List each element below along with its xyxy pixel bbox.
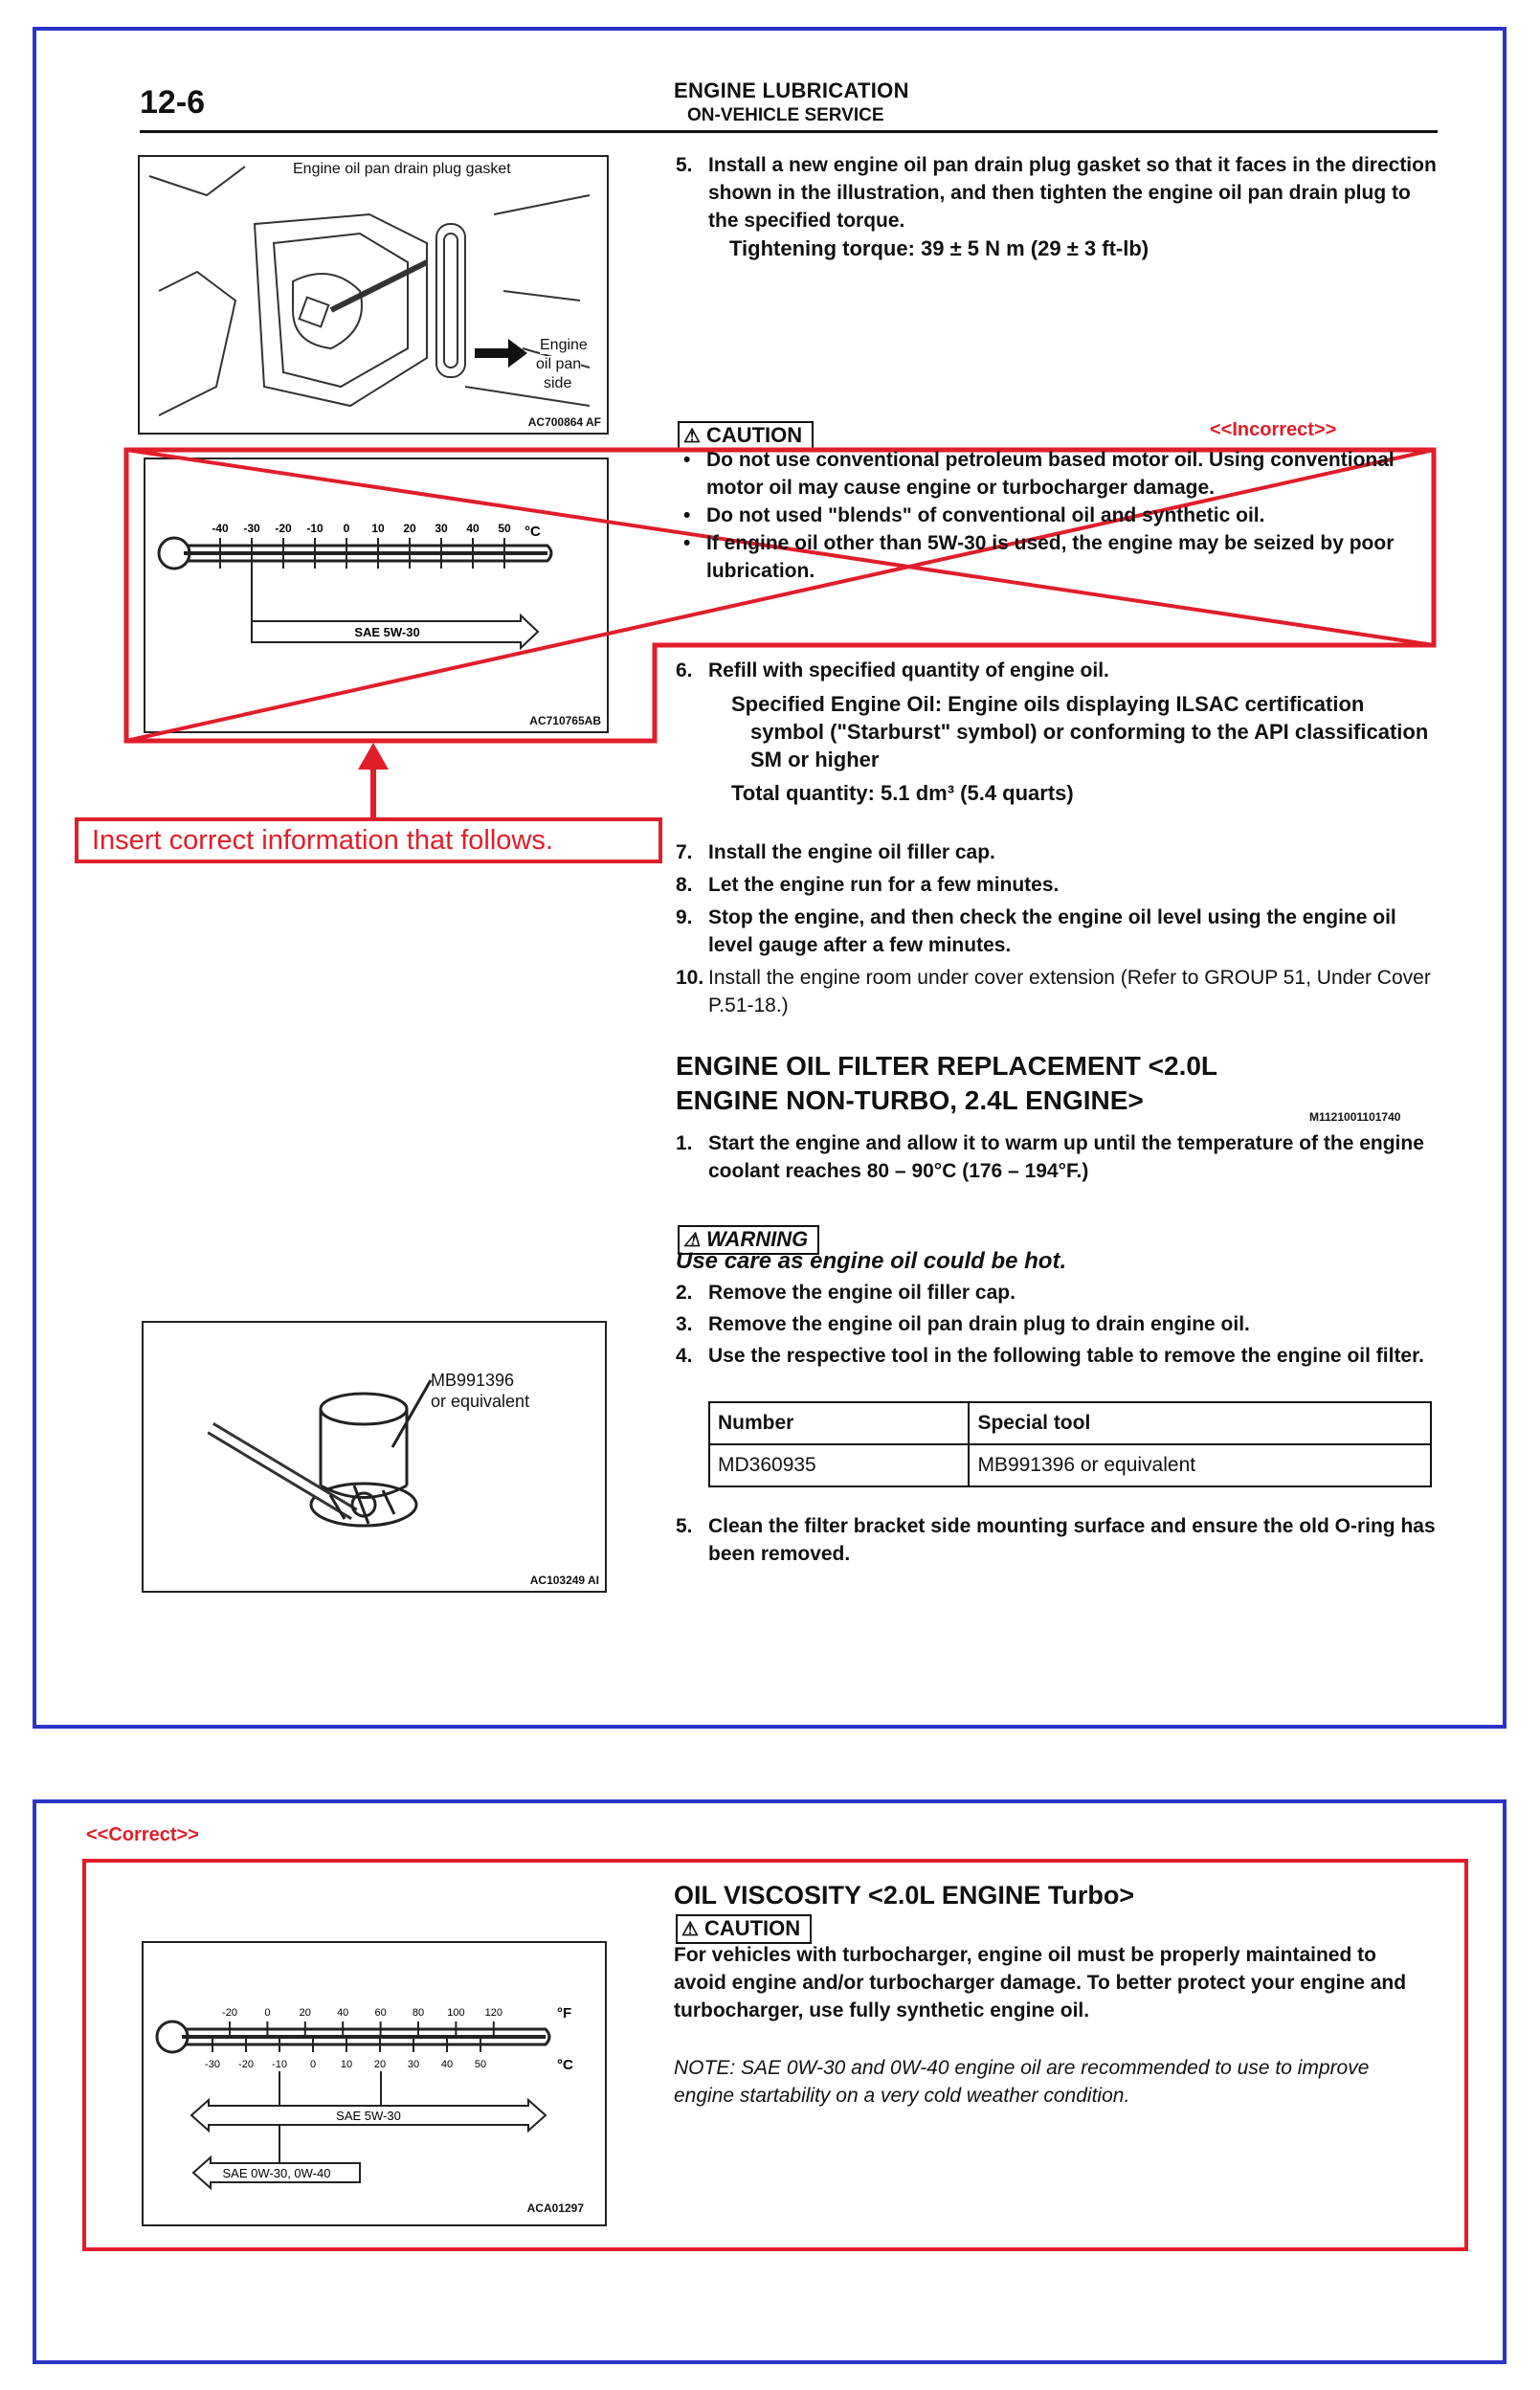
caution-text-label-bottom: CAUTION bbox=[703, 1916, 801, 1940]
step-7: 7. Install the engine oil filler cap. bbox=[676, 841, 995, 863]
warning-triangle-icon-2: ⚠ bbox=[683, 1230, 701, 1251]
table-cell: MD360935 bbox=[709, 1444, 969, 1486]
filter-section-title-2: ENGINE NON-TURBO, 2.4L ENGINE> bbox=[676, 1085, 1144, 1115]
c-tick-label: 50 bbox=[474, 2059, 487, 2070]
f-tick-label: 40 bbox=[337, 2007, 349, 2019]
fig1-gasket-label: Engine oil pan drain plug gasket bbox=[293, 161, 511, 177]
tick-label: -20 bbox=[275, 522, 292, 535]
step-6-total: Total quantity: 5.1 dm³ (5.4 quarts) bbox=[731, 781, 1074, 805]
incorrect-label: <<Incorrect>> bbox=[1210, 419, 1337, 440]
caution-text-bottom: For vehicles with turbocharger, engine oil must be properly maintained to avoid engine and/or turbocharger damage. To better protect your engine and turbocharger, use fully synthetic engine oil. bbox=[674, 1944, 1407, 2021]
c-tick-label: -10 bbox=[272, 2059, 287, 2070]
fig1-side-label-1: Engine bbox=[540, 337, 588, 353]
filter-step-4: 4. Use the respective tool in the following table to remove the engine oil filter. bbox=[676, 1345, 1424, 1367]
fig3-label-2: or equivalent bbox=[431, 1392, 530, 1411]
table-cell: MB991396 or equivalent bbox=[969, 1444, 1431, 1486]
c-tick-label: 20 bbox=[373, 2059, 387, 2070]
f-tick-label: 100 bbox=[447, 2007, 465, 2019]
filter-steps-2-4 bbox=[676, 1279, 1441, 1370]
tick-label: 40 bbox=[466, 522, 480, 535]
tick-label: 10 bbox=[371, 522, 385, 535]
figure-filter-wrench bbox=[142, 1321, 607, 1593]
figure-thermometer-correct bbox=[142, 1941, 607, 2226]
tick-label: 30 bbox=[435, 522, 448, 535]
warning-triangle-icon-3: ⚠ bbox=[681, 1919, 699, 1940]
oil-viscosity-title: OIL VISCOSITY <2.0L ENGINE Turbo> bbox=[674, 1881, 1135, 1910]
fig4-code: ACA01297 bbox=[526, 2201, 584, 2215]
fig3-code: AC103249 AI bbox=[529, 1574, 599, 1587]
caution-bullet-2: • Do not used "blends" of conventional oil and synthetic oil. bbox=[683, 504, 1265, 526]
note-text-bottom: NOTE: SAE 0W-30 and 0W-40 engine oil are recommended to use to improve engine startability on a very cold weather condition. bbox=[674, 2057, 1370, 2107]
warning-text: Use care as engine oil could be hot. bbox=[676, 1248, 1067, 1274]
fig3-label-1: MB991396 bbox=[431, 1371, 515, 1390]
filter-section-code: M1121001101740 bbox=[1309, 1110, 1401, 1124]
filter-step-2: 2. Remove the engine oil filler cap. bbox=[676, 1282, 1016, 1304]
filter-step-1: 1. Start the engine and allow it to warm up until the temperature of the engine coolant reaches 80 – 90°C (176 – 194°F.) bbox=[676, 1132, 1424, 1182]
c-unit-label: °C bbox=[557, 2057, 573, 2073]
f-tick-label: -20 bbox=[222, 2007, 237, 2019]
header-title: ENGINE LUBRICATION bbox=[674, 78, 909, 102]
c-tick-label: 30 bbox=[407, 2059, 420, 2070]
f-unit-label: °F bbox=[557, 2005, 572, 2021]
fig1-side-label-2: oil pan bbox=[536, 356, 582, 372]
tick-label: 50 bbox=[498, 522, 511, 535]
tick-label: -30 bbox=[243, 522, 260, 535]
c-tick-label: -30 bbox=[205, 2059, 220, 2070]
step-5-text: Install a new engine oil pan drain plug gasket so that it faces in the direction shown in the illustration, and then tighten the engine oil pan drain plug to the specified torque. bbox=[708, 154, 1437, 232]
caution-bullet-1: • Do not use conventional petroleum based motor oil. Using conventional motor oil may cause engine or turbocharger damage. bbox=[683, 449, 1395, 499]
sae-5w30-arrow-label: SAE 5W-30 bbox=[354, 625, 420, 639]
tick-label: -40 bbox=[212, 522, 229, 535]
warning-triangle-icon: ⚠ bbox=[683, 426, 701, 447]
thermometer-correct-chart bbox=[144, 1943, 605, 2224]
fig1-side-label-3: side bbox=[544, 375, 572, 391]
table-header-row bbox=[709, 1402, 1431, 1444]
caution-text-label: CAUTION bbox=[705, 423, 803, 447]
bottom-page-frame bbox=[33, 1799, 1507, 2364]
correct-label: <<Correct>> bbox=[86, 1824, 199, 1845]
warning-text-label: WARNING bbox=[705, 1227, 809, 1251]
special-tool-table bbox=[708, 1401, 1432, 1487]
step-6-text: Refill with specified quantity of engine oil. bbox=[708, 659, 1109, 681]
step-8: 8. Let the engine run for a few minutes. bbox=[676, 874, 1060, 896]
sae-0w30-arrow-label: SAE 0W-30, 0W-40 bbox=[222, 2166, 331, 2180]
f-tick-label: 0 bbox=[264, 2007, 271, 2019]
caution-bullet-3: • If engine oil other than 5W-30 is used, the engine may be seized by poor lubrication. bbox=[683, 532, 1395, 582]
caution-label-bottom bbox=[676, 1914, 812, 1944]
c-tick-label: 10 bbox=[340, 2059, 353, 2070]
filter-step-3: 3. Remove the engine oil pan drain plug to drain engine oil. bbox=[676, 1313, 1250, 1335]
filter-step-5: 5. Clean the filter bracket side mounting surface and ensure the old O-ring has been removed. bbox=[676, 1515, 1436, 1565]
header-subtitle: ON-VEHICLE SERVICE bbox=[687, 105, 884, 125]
tick-label: -10 bbox=[306, 522, 324, 535]
f-tick-label: 120 bbox=[484, 2007, 502, 2019]
c-tick-label: 0 bbox=[309, 2059, 317, 2070]
insert-note-box bbox=[75, 817, 662, 863]
step-6 bbox=[676, 657, 1441, 807]
tick-label: 0 bbox=[343, 522, 350, 535]
f-tick-label: 80 bbox=[412, 2007, 425, 2019]
step-9: 9. Stop the engine, and then check the engine oil level using the engine oil level gauge after a few minutes. bbox=[676, 906, 1396, 956]
top-page-frame bbox=[33, 27, 1507, 1729]
c-tick-label: -20 bbox=[238, 2059, 254, 2070]
filter-section-title-1: ENGINE OIL FILTER REPLACEMENT <2.0L bbox=[676, 1051, 1218, 1081]
step-10: 10. Install the engine room under cover extension (Refer to GROUP 51, Under Cover P.51-18.) bbox=[676, 967, 1431, 1016]
table-header-cell: Number bbox=[709, 1402, 969, 1444]
table-header-cell: Special tool bbox=[969, 1402, 1431, 1444]
f-tick-label: 60 bbox=[374, 2007, 387, 2019]
fig2-code: AC710765AB bbox=[529, 714, 601, 727]
filter-wrench-illustration bbox=[144, 1323, 605, 1591]
insert-note-text: Insert correct information that follows. bbox=[92, 825, 553, 856]
page-number: 12-6 bbox=[140, 84, 206, 121]
c-tick-label: 40 bbox=[440, 2059, 454, 2070]
unit-label: °C bbox=[524, 524, 541, 540]
f-tick-label: 20 bbox=[299, 2007, 311, 2019]
fig1-code: AC700864 AF bbox=[527, 415, 601, 429]
step-5-number: 5. bbox=[676, 154, 693, 176]
caution-bullets-incorrect bbox=[683, 446, 1430, 585]
sae-5w30-arrow-label: SAE 5W-30 bbox=[336, 2109, 401, 2123]
tick-label: 20 bbox=[403, 522, 416, 535]
table-row bbox=[709, 1444, 1431, 1486]
step-6-spec: Specified Engine Oil: Engine oils displaying ILSAC certification symbol ("Starburst" symbol) or conforming to the API classification SM or higher bbox=[731, 692, 1429, 771]
steps-7-10 bbox=[676, 838, 1441, 1019]
step-6-number: 6. bbox=[676, 659, 693, 681]
step-5-torque: Tightening torque: 39 ± 5 N m (29 ± 3 ft-lb) bbox=[729, 236, 1149, 260]
